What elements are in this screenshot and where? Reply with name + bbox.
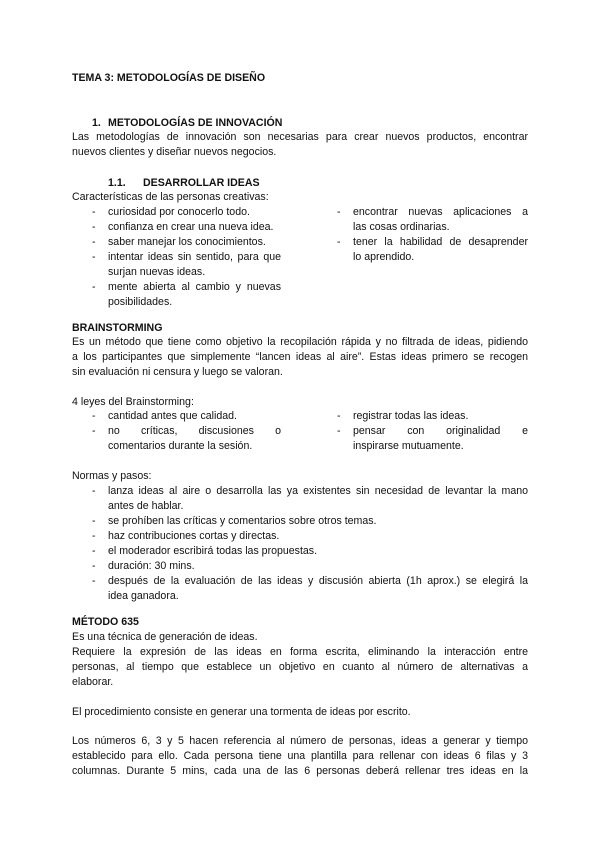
- section-1-number: 1.: [92, 117, 101, 129]
- bullet-dash: -: [337, 410, 341, 422]
- creative-traits-intro: Características de las personas creativas:: [72, 191, 269, 203]
- document-title: TEMA 3: METODOLOGÍAS DE DISEÑO: [72, 72, 266, 84]
- law-item-continued: inspirarse mutuamente.: [353, 440, 464, 452]
- law-item: registrar todas las ideas.: [353, 410, 469, 422]
- bullet-dash: -: [92, 575, 96, 587]
- method-635-paragraph-line: establecido para ello. Cada persona tiene una plantilla para rellenar con ideas 6 filas y 3: [72, 750, 528, 762]
- method-635-heading: MÉTODO 635: [72, 616, 139, 628]
- trait-item: mente abierta al cambio y nuevas: [108, 281, 281, 293]
- trait-item: encontrar nuevas aplicaciones a: [353, 206, 528, 218]
- method-635-paragraph-line: elaborar.: [72, 676, 114, 688]
- bullet-dash: -: [92, 236, 96, 248]
- section-1-paragraph-line: Las metodologías de innovación son necesarias para crear nuevos productos, encontrar: [72, 131, 528, 143]
- bullet-dash: -: [92, 206, 96, 218]
- trait-item: tener la habilidad de desaprender: [353, 236, 528, 248]
- rule-item: haz contribuciones cortas y directas.: [108, 530, 280, 542]
- bullet-dash: -: [92, 251, 96, 263]
- bullet-dash: -: [92, 410, 96, 422]
- bullet-dash: -: [92, 515, 96, 527]
- section-1-paragraph-line: nuevos clientes y diseñar nuevos negocios.: [72, 146, 277, 158]
- bullet-dash: -: [92, 425, 96, 437]
- method-635-paragraph-line: Requiere la expresión de las ideas en forma escrita, eliminando la interacción entre: [72, 646, 528, 658]
- method-635-paragraph-line: columnas. Durante 5 mins, cada una de las 6 personas deberá rellenar tres ideas en la: [72, 765, 528, 777]
- brainstorming-heading: BRAINSTORMING: [72, 322, 163, 334]
- trait-item: confianza en crear una nueva idea.: [108, 221, 274, 233]
- rule-item-continued: antes de hablar.: [108, 500, 184, 512]
- rule-item: después de la evaluación de las ideas y discusión abierta (1h aprox.) se elegirá la: [108, 575, 528, 587]
- bullet-dash: -: [337, 236, 341, 248]
- rule-item: el moderador escribirá todas las propuestas.: [108, 545, 318, 557]
- section-1-1-number: 1.1.: [108, 177, 126, 189]
- method-635-intro: Es una técnica de generación de ideas.: [72, 631, 258, 643]
- bullet-dash: -: [92, 545, 96, 557]
- law-item: pensar con originalidad e: [353, 425, 528, 437]
- method-635-paragraph-line: personas, al tiempo que establece un objetivo en cuanto al número de alternativas a: [72, 661, 528, 673]
- bullet-dash: -: [92, 281, 96, 293]
- bullet-dash: -: [92, 530, 96, 542]
- law-item: no críticas, discusiones o: [108, 425, 281, 437]
- method-635-procedure: El procedimiento consiste en generar una tormenta de ideas por escrito.: [72, 706, 411, 718]
- trait-item-continued: surjan nuevas ideas.: [108, 266, 206, 278]
- section-1-heading: METODOLOGÍAS DE INNOVACIÓN: [108, 117, 283, 129]
- trait-item: saber manejar los conocimientos.: [108, 236, 266, 248]
- trait-item-continued: posibilidades.: [108, 296, 173, 308]
- brainstorming-paragraph-line: a los participantes que simplemente “lancen ideas al aire”. Estas ideas primero se recogen: [72, 351, 528, 363]
- section-1-1-heading: DESARROLLAR IDEAS: [143, 177, 260, 189]
- trait-item-continued: las cosas ordinarias.: [353, 221, 450, 233]
- rule-item-continued: idea ganadora.: [108, 590, 179, 602]
- method-635-paragraph-line: Los números 6, 3 y 5 hacen referencia al número de personas, ideas a generar y tiempo: [72, 735, 528, 747]
- bullet-dash: -: [92, 485, 96, 497]
- law-item: cantidad antes que calidad.: [108, 410, 237, 422]
- rule-item: lanza ideas al aire o desarrolla las ya existentes sin necesidad de levantar la mano: [108, 485, 528, 497]
- rule-item: duración: 30 mins.: [108, 560, 195, 572]
- brainstorming-paragraph-line: sin evaluación ni censura y luego se valoran.: [72, 366, 283, 378]
- rules-intro: Normas y pasos:: [72, 470, 152, 482]
- bullet-dash: -: [337, 425, 341, 437]
- laws-intro: 4 leyes del Brainstorming:: [72, 396, 194, 408]
- bullet-dash: -: [92, 221, 96, 233]
- brainstorming-paragraph-line: Es un método que tiene como objetivo la recopilación rápida y no filtrada de ideas, pidiendo: [72, 336, 528, 348]
- bullet-dash: -: [337, 206, 341, 218]
- rule-item: se prohíben las críticas y comentarios sobre otros temas.: [108, 515, 377, 527]
- trait-item: curiosidad por conocerlo todo.: [108, 206, 250, 218]
- trait-item: intentar ideas sin sentido, para que: [108, 251, 281, 263]
- bullet-dash: -: [92, 560, 96, 572]
- law-item-continued: comentarios durante la sesión.: [108, 440, 253, 452]
- trait-item-continued: lo aprendido.: [353, 251, 415, 263]
